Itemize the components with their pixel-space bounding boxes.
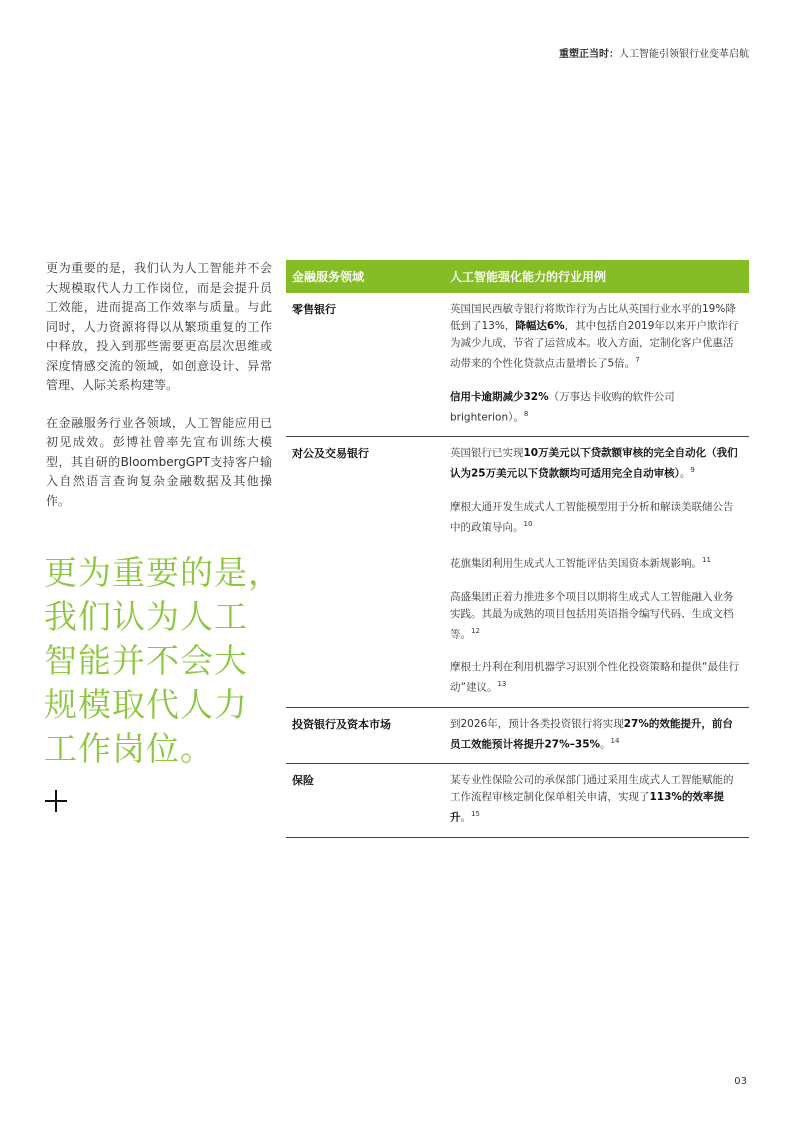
body-text <box>46 259 272 529</box>
use-case-item <box>450 445 743 483</box>
pull-quote-line: 规模取代人力 <box>44 685 248 724</box>
table-body <box>286 293 749 837</box>
use-case-item <box>450 659 743 697</box>
highlight-text: 信用卡逾期减少32% <box>450 390 549 403</box>
footnote-ref: 8 <box>523 409 529 418</box>
use-case-item <box>450 589 743 644</box>
page-number: 03 <box>734 1076 747 1087</box>
footnote-ref: 10 <box>523 519 533 528</box>
running-header <box>559 45 749 60</box>
footnote-ref: 7 <box>635 356 640 364</box>
pull-quote-line: 我们认为人工 <box>44 597 248 636</box>
table-row <box>286 437 749 708</box>
case-text: 。 <box>679 467 691 480</box>
pull-quote <box>44 551 282 771</box>
pull-quote-line: 工作岗位。 <box>44 729 214 768</box>
highlight-text: 降幅达6% <box>515 320 565 332</box>
footnote-ref: 12 <box>471 626 480 635</box>
sector-cell: 零售银行 <box>286 293 444 437</box>
table-header-row <box>286 260 749 293</box>
use-case-item <box>450 499 743 537</box>
footnote-ref: 13 <box>497 680 507 688</box>
case-text: 摩根士丹利在利用机器学习识别个性化投资策略和提供“最佳行动”建议。 <box>450 661 739 694</box>
footnote-ref: 15 <box>471 810 480 818</box>
highlight-text: 10万美元以下贷款额审核的完全自动化（我们认为25万美元以下贷款额均可适用完全自动审核） <box>450 447 738 480</box>
pull-quote-line: 智能并不会大 <box>44 641 248 680</box>
footnote-ref: 9 <box>690 466 695 474</box>
use-case-cell <box>444 764 749 838</box>
use-case-table <box>286 260 749 838</box>
footnote-ref: 11 <box>702 556 711 564</box>
case-text: 花旗集团利用生成式人工智能评估美国资本新规影响。 <box>450 557 702 570</box>
sector-cell: 保险 <box>286 764 444 838</box>
use-case-item <box>450 552 743 573</box>
case-text: 摩根大通开发生成式人工智能模型用于分析和解读美联储公告中的政策导向。 <box>450 500 734 533</box>
case-text: （万事达卡收购的软件公司brighterion）。 <box>450 390 675 423</box>
table-header-area: 金融服务领域 <box>286 260 444 293</box>
highlight-text: 27%的效能提升，前台员工效能预计将提升27%–35% <box>450 717 733 750</box>
case-text: 某专业性保险公司的承保部门通过采用生成式人工智能赋能的工作流程审核定制化保单相关申请，实现了 <box>450 774 734 803</box>
pull-quote-line: 更为重要的是， <box>44 553 282 592</box>
case-text: ，其中包括自2019年以来开户欺诈行为减少九成，节省了运营成本。收入方面，定制化客户优惠活动带来的个性化贷款点击量增长了5倍。 <box>450 320 739 370</box>
use-case-cell <box>444 437 749 708</box>
header-title: 人工智能引领银行业变革启航 <box>619 49 749 60</box>
case-text: 英国银行已实现 <box>450 447 524 459</box>
header-bold: 重塑正当时： <box>559 49 619 60</box>
table-row <box>286 764 749 838</box>
case-text: 高盛集团正着力推进多个项目以期将生成式人工智能融入业务实践。其最为成熟的项目包括用英语指令编写代码、生成文档等。 <box>450 590 734 640</box>
highlight-text: 113%的效率提升 <box>450 791 724 824</box>
use-case-cell <box>444 707 749 764</box>
case-text: 英国国民西敏寺银行将欺诈行为占比从英国行业水平的19%降低到了13%， <box>450 303 736 332</box>
use-case-item <box>450 772 743 827</box>
table-header-cases: 人工智能强化能力的行业用例 <box>444 260 749 293</box>
use-case-item <box>450 389 743 427</box>
sector-cell: 投资银行及资本市场 <box>286 707 444 764</box>
case-text: 。 <box>600 738 611 750</box>
case-text: 。 <box>460 811 471 824</box>
case-text: 到2026年，预计各类投资银行将实现 <box>450 717 624 730</box>
use-case-cell <box>444 293 749 437</box>
sector-cell: 对公及交易银行 <box>286 437 444 708</box>
footnote-ref: 14 <box>610 736 620 745</box>
use-case-item <box>450 716 743 754</box>
table-row <box>286 293 749 437</box>
body-paragraph: 在金融服务行业各领域，人工智能应用已初见成效。彭博社曾率先宣布训练大模型，其自研的BloombergGPT支持客户输入自然语言查询复杂金融数据及其他操作。 <box>46 415 272 508</box>
body-paragraph: 更为重要的是，我们认为人工智能并不会大规模取代人力工作岗位，而是会提升员工效能，进而提高工作效率与质量。与此同时，人力资源将得以从繁琐重复的工作中释放，投入到那些需要更高层次思维或深度情感交流的领域，如创意设计、异常管理、人际关系构建等。 <box>46 261 272 392</box>
table-row <box>286 707 749 764</box>
use-case-item <box>450 301 743 373</box>
plus-icon <box>45 790 67 812</box>
